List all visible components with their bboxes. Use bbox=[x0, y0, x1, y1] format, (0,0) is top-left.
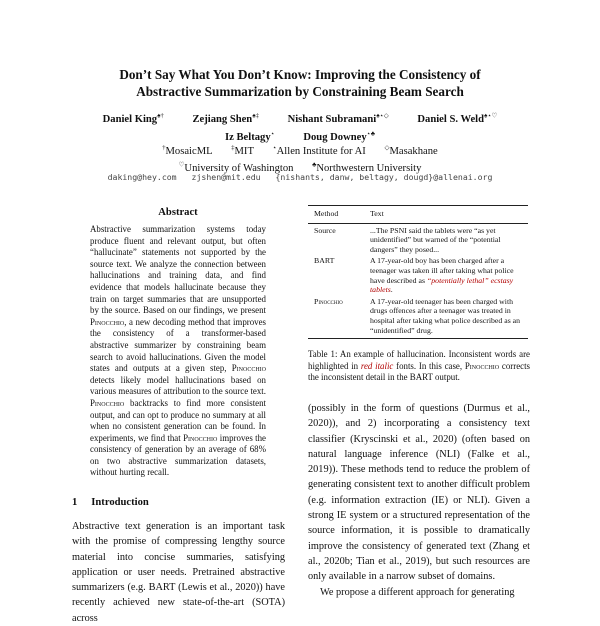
author: Daniel S. Weld♠⋆♡ bbox=[417, 112, 498, 125]
affiliation: ‡MIT bbox=[231, 144, 254, 157]
email-line bbox=[40, 172, 560, 182]
introduction-text: Abstractive text generation is an important task with the promise of compressing lengthy source material into concise summaries, satisfying application or user needs. Pretrained abstractive summarizers (e.g. BART (Lewis et al., 2020)) have recently achieved new state-of-the-art (SOTA) across bbox=[72, 521, 285, 624]
author-list bbox=[70, 108, 530, 145]
table-row: BART A 17-year-old boy has been charged after a teenager was taken ill after taking what police have described as “potentially lethal” ecstasy tablets. bbox=[314, 256, 514, 295]
paragraph: (possibly in the form of questions (Durmus et al., 2020)), and 2) incorporating a consistency text classifier (Kryscinski et al., 2020) (often based on natural language inference (NLI) (Falke et al., 2019)). These methods tend to reduce the problem of generating consistent text to another difficult problem (e.g. information extraction (IE) or NLI). Given a strong IE system or a structured representation of the source information, it is possible to dramatically improve the consistency of generated text (Zhang et al., 2020b; Tian et al., 2019), but such resources are only available in a narrow subset of domains. bbox=[308, 403, 530, 583]
affiliation: †MosaicML bbox=[162, 144, 213, 157]
affiliation-list bbox=[70, 141, 530, 176]
table-header bbox=[308, 206, 528, 223]
email: daking@hey.com bbox=[107, 172, 177, 182]
table-caption: Table 1: An example of hallucination. Inconsistent words are highlighted in red italic fonts. In this case, Pinocchio corrects the inconsistent detail in the BART output. bbox=[308, 349, 530, 383]
email: zjshen@mit.edu bbox=[191, 172, 261, 182]
body-text-right bbox=[308, 401, 530, 600]
affiliation: ♡University of Washington bbox=[178, 161, 294, 175]
affiliation: ◇Masakhane bbox=[384, 144, 438, 157]
title-line-2: Abstractive Summarization by Constraining Beam Search bbox=[136, 84, 464, 99]
example-table bbox=[308, 205, 528, 339]
hallucinated-span: “potentially lethal” ecstasy tablets bbox=[370, 275, 514, 295]
table-row: Pinocchio A 17-year-old teenager has been charged with drugs offences after a teenager was treated in hospital after taking what police described as an “unidentified” drug. bbox=[314, 296, 521, 335]
author: Daniel King♠† bbox=[102, 112, 164, 125]
header-text: Text bbox=[370, 209, 384, 218]
paragraph: We propose a different approach for generating bbox=[320, 586, 515, 598]
paper-title bbox=[40, 66, 560, 100]
author: Doug Downey⋆♣ bbox=[303, 130, 375, 144]
email: {nishants, danw, beltagy, dougd}@allenai.org bbox=[275, 172, 493, 182]
affiliation: ⋆Allen Institute for AI bbox=[272, 144, 366, 157]
author: Iz Beltagy⋆ bbox=[225, 130, 275, 144]
section-heading-introduction: 1 Introduction bbox=[72, 497, 149, 508]
author: Nishant Subramani♠⋆◇ bbox=[287, 112, 389, 125]
abstract-heading: Abstract bbox=[158, 207, 198, 218]
affiliation: ♣Northwestern University bbox=[312, 161, 422, 175]
author: Zejiang Shen♠‡ bbox=[192, 112, 259, 125]
table-row: Source ...The PSNI said the tablets were “as yet unidentified” but warned of the “potential dangers” they posed... bbox=[314, 225, 501, 254]
header-method: Method bbox=[314, 209, 339, 218]
abstract-text: Abstractive summarization systems today produce fluent and relevant output, but often “hallucinate” statements not supported by the source text. We analyze the connection between hallucinations and training data, and find evidence that models hallucinate because they train on target summaries that are unsupported by the source. Based on our findings, we present Pinocchio, a new decoding method that improves the consistency of a transformer-based abstractive summarizer by constraining beam search to avoid hallucinations. Given the model states and outputs at a given step, Pinocchio detects likely model hallucinations based on various measures of attribution to the source text. Pinocchio backtracks to find more consistent output, and can opt to produce no summary at all when no consistent generation can be found. In experiments, we find that Pinocchio improves the consistency of generation by an average of 68% on two abstractive summarization datasets, without hurting recall. bbox=[90, 224, 266, 478]
title-line-1: Don’t Say What You Don’t Know: Improving the Consistency of bbox=[119, 67, 481, 82]
